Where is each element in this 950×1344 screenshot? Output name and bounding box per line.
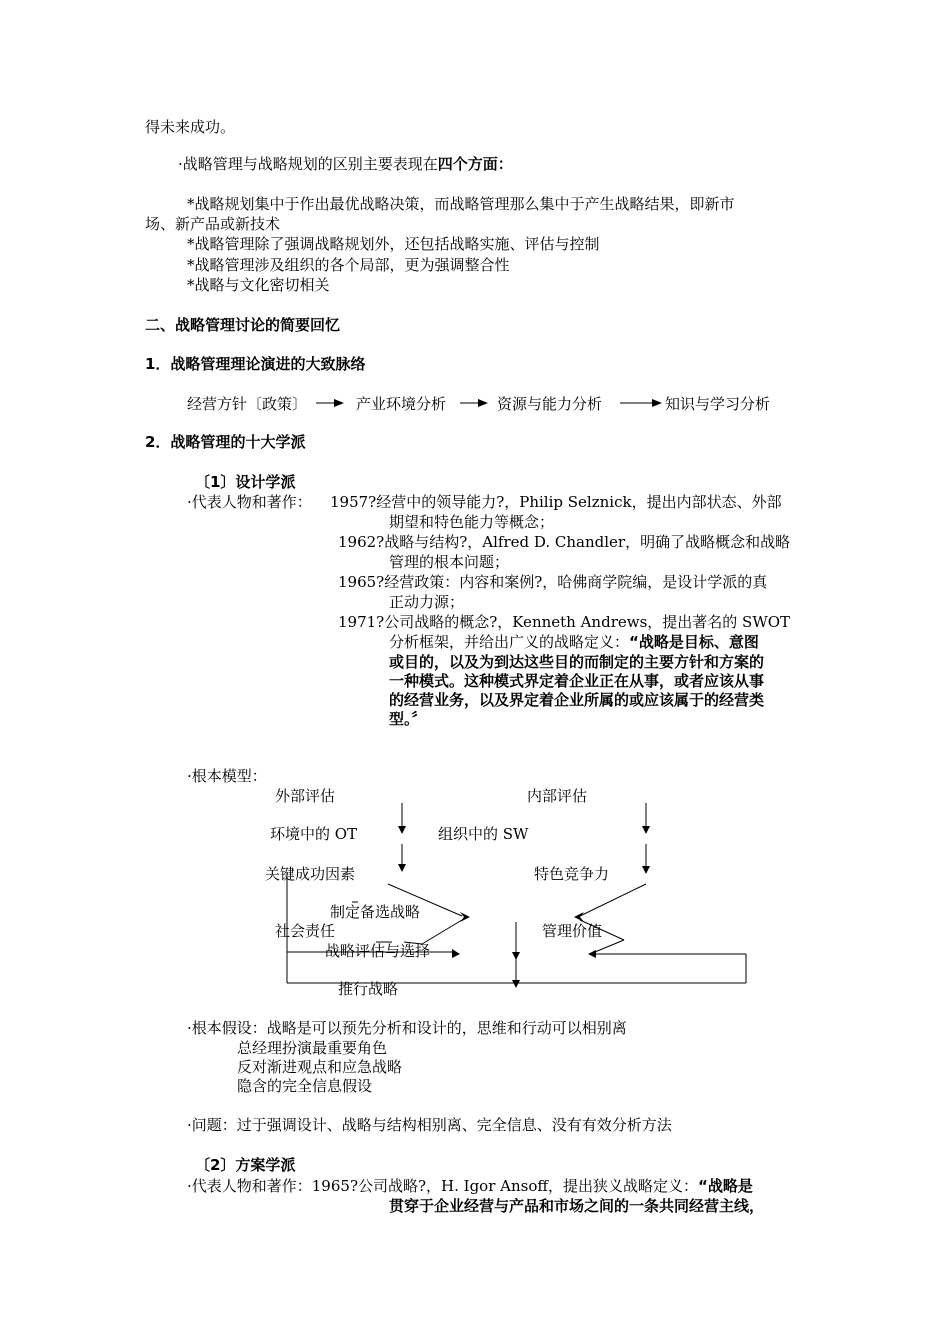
bullet-item-continuation: 场、新产品或新技术 xyxy=(145,215,281,233)
definition-text: “战略是 xyxy=(698,1177,753,1195)
school-title: 〔1〕设计学派 xyxy=(195,473,296,491)
representatives-line xyxy=(187,1177,753,1196)
assumption-item: 总经理扮演最重要角色 xyxy=(237,1039,388,1057)
subsection-heading: 2．战略管理的十大学派 xyxy=(145,433,306,451)
section-heading: 二、战略管理讨论的简要回忆 xyxy=(145,316,341,334)
diagram-node-ot: 环境中的 OT xyxy=(270,825,358,843)
work-entry: 1957?经营中的领导能力?，Philip Selznick，提出内部状态、外部 xyxy=(330,493,782,511)
diagram-node-sw: 组织中的 SW xyxy=(438,825,529,843)
diagram-node-social: 社会责任 xyxy=(275,922,336,940)
intro-line: 得未来成功。 xyxy=(145,118,236,136)
representatives-label: ·代表人物和著作： xyxy=(187,493,312,511)
flow-step: 知识与学习分析 xyxy=(665,395,771,413)
work-entry-continuation: 正动力源； xyxy=(389,593,465,611)
assumption-item: 隐含的完全信息假设 xyxy=(237,1077,373,1095)
difference-emphasis: 四个方面： xyxy=(437,155,513,173)
diagram-node-internal: 内部评估 xyxy=(527,787,588,805)
flow-step: 资源与能力分析 xyxy=(497,395,603,413)
work-entry-continuation: 管理的根本问题； xyxy=(389,553,510,571)
diagram-node-formulate: 制定备选战略 xyxy=(330,903,421,921)
work-entry-continuation: 期望和特色能力等概念； xyxy=(389,513,555,531)
definition-text: 贯穿于企业经营与产品和市场之间的一条共同经营主线， xyxy=(389,1197,765,1215)
diagram-node-values: 管理价值 xyxy=(542,922,603,940)
subsection-heading: 1．战略管理理论演进的大致脉络 xyxy=(145,355,366,373)
diagram-node-evaluate: 战略评估与选择 xyxy=(325,942,431,960)
representatives-text: ·代表人物和著作：1965?公司战略?，H. Igor Ansoff，提出狭义战略定义： xyxy=(187,1177,699,1195)
work-entry: 1962?战略与结构?，Alfred D. Chandler，明确了战略概念和战略 xyxy=(338,533,791,551)
model-label: ·根本模型： xyxy=(187,767,267,785)
school-title: 〔2〕方案学派 xyxy=(195,1156,296,1174)
diagram-node-implement: 推行战略 xyxy=(338,980,399,998)
definition-text: 的经营业务，以及界定着企业所属的或应该属于的经营类 xyxy=(389,691,765,709)
diagram-node-competence: 特色竞争力 xyxy=(534,865,610,883)
work-entry: 1971?公司战略的概念?，Kenneth Andrews，提出著名的 SWOT xyxy=(338,613,791,631)
assumption-line: ·根本假设：战略是可以预先分析和设计的，思维和行动可以相别离 xyxy=(187,1019,627,1037)
difference-prefix: ·战略管理与战略规划的区别主要表现在 xyxy=(178,155,438,173)
bullet-item: *战略与文化密切相关 xyxy=(187,276,330,294)
assumption-item: 反对渐进观点和应急战略 xyxy=(237,1058,403,1076)
definition-text: 一种模式。这种模式界定着企业正在从事，或者应该从事 xyxy=(389,672,765,690)
bullet-item: *战略管理涉及组织的各个局部，更为强调整合性 xyxy=(187,256,510,274)
definition-lead: 分析框架，并给出广义的战略定义： xyxy=(389,633,630,651)
flow-step: 经营方针〔政策〕 xyxy=(187,395,308,413)
definition-text: “战略是目标、意图 xyxy=(629,633,759,651)
work-entry: 1965?经营政策：内容和案例?，哈佛商学院编，是设计学派的真 xyxy=(338,573,768,591)
diagram-node-external: 外部评估 xyxy=(275,787,336,805)
bullet-item: *战略规划集中于作出最优战略决策，而战略管理那么集中于产生战略结果，即新市 xyxy=(187,195,735,213)
definition-text: 或目的，以及为到达这些目的而制定的主要方针和方案的 xyxy=(389,653,765,671)
definition-text: 型。〞 xyxy=(389,710,427,728)
flow-step: 产业环境分析 xyxy=(356,395,447,413)
problems-line: ·问题：过于强调设计、战略与结构相别离、完全信息、没有有效分析方法 xyxy=(187,1116,672,1134)
bullet-item: *战略管理除了强调战略规划外，还包括战略实施、评估与控制 xyxy=(187,235,600,253)
diagram-node-ksf: 关键成功因素 xyxy=(265,865,356,883)
